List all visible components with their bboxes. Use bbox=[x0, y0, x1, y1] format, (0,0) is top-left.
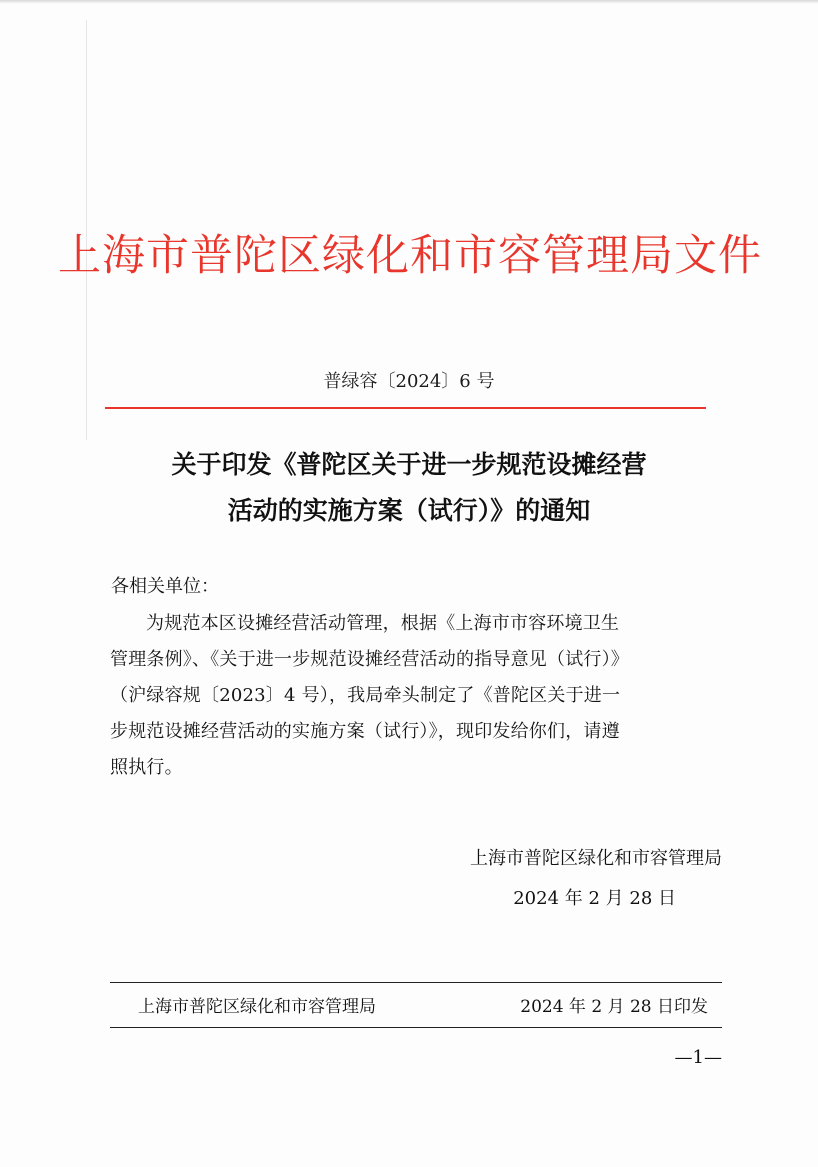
body-line: 管理条例》、《关于进一步规范设摊经营活动的指导意见（试行）》 bbox=[110, 649, 629, 670]
footer-rule-top bbox=[110, 982, 722, 983]
body-line: 为规范本区设摊经营活动管理，根据《上海市市容环境卫生 bbox=[146, 613, 620, 634]
body-line: 步规范设摊经营活动的实施方案（试行）》，现印发给你们，请遵 bbox=[110, 721, 620, 742]
salutation: 各相关单位： bbox=[111, 576, 219, 597]
footer-row bbox=[110, 991, 722, 1023]
document-title bbox=[80, 442, 738, 534]
body-line: （沪绿容规〔2023〕4 号），我局牵头制定了《普陀区关于进一 bbox=[110, 685, 621, 706]
footer-rule-bottom bbox=[110, 1027, 722, 1028]
page-number: —1— bbox=[674, 1047, 722, 1068]
footer-issue-date: 2024 年 2 月 28 日印发 bbox=[520, 997, 708, 1017]
title-line-1: 关于印发《普陀区关于进一步规范设摊经营 bbox=[171, 450, 647, 479]
signature-org: 上海市普陀区绿化和市容管理局 bbox=[470, 848, 722, 869]
document-number: 普绿容〔2024〕6 号 bbox=[323, 371, 495, 392]
footer-org: 上海市普陀区绿化和市容管理局 bbox=[138, 997, 376, 1017]
signature-date: 2024 年 2 月 28 日 bbox=[513, 888, 676, 909]
title-line-2: 活动的实施方案（试行）》的通知 bbox=[227, 496, 591, 525]
issuer-title: 上海市普陀区绿化和市容管理局文件 bbox=[58, 231, 762, 281]
body-line: 照执行。 bbox=[110, 757, 183, 778]
red-divider bbox=[105, 407, 706, 409]
scan-edge bbox=[0, 0, 818, 4]
body-paragraph bbox=[110, 606, 722, 786]
